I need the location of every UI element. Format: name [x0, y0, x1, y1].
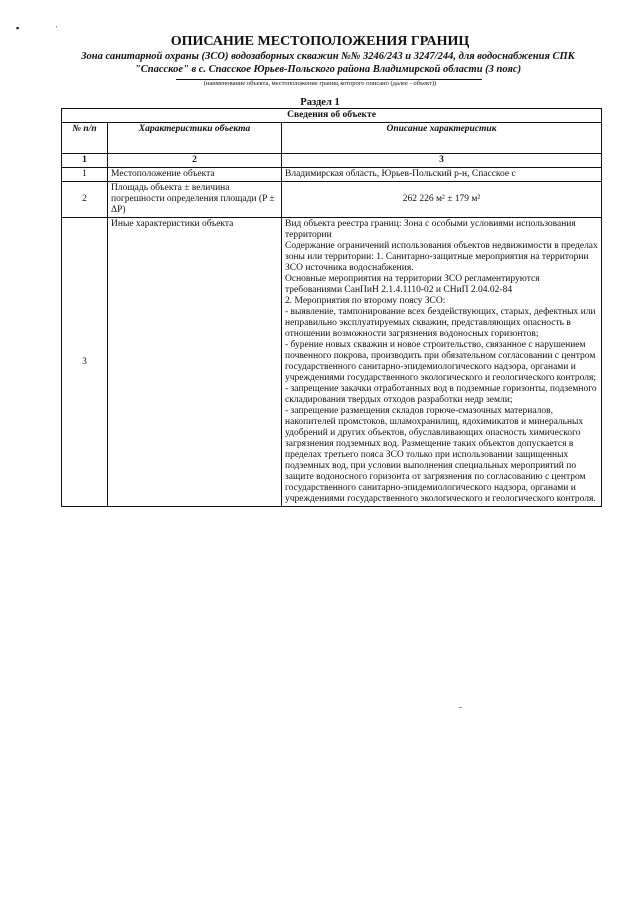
subtitle-line: "Спасское" в с. Спасское Юрьев-Польского района Владимирской области (3 пояс)	[134, 64, 522, 75]
row-characteristic: Местоположение объекта	[108, 168, 282, 182]
column-number: 3	[282, 154, 602, 168]
column-number: 1	[62, 154, 108, 168]
table-caption: Сведения об объекте	[62, 109, 602, 123]
row-number: 2	[62, 182, 108, 218]
description-paragraph: - бурение новых скважин и новое строительство, связанное с нарушением почвенного покрова, производить при обязательном согласовании с центром государственного санитарно-эпидемиологического надзора, органами и учреждениями государственного экологического и геологического контроля;	[285, 340, 596, 383]
description-paragraph: - запрещение закачки отработанных вод в подземные горизонты, подземного складирования твердых отходов разработки недр земли;	[285, 384, 597, 405]
document-subtitle	[78, 50, 578, 76]
row-characteristic: Иные характеристики объекта	[108, 218, 282, 507]
description-paragraph: 2. Мероприятия по второму поясу ЗСО:	[285, 296, 446, 306]
table-row	[62, 168, 602, 182]
scan-speck-line	[459, 707, 462, 708]
table-row	[62, 218, 602, 507]
scan-speck: '	[56, 25, 58, 33]
document-title: ОПИСАНИЕ МЕСТОПОЛОЖЕНИЯ ГРАНИЦ	[170, 34, 470, 49]
description-paragraph: - запрещение размещения складов горюче-смазочных материалов, накопителей промстоков, шламохранилищ, ядохимикатов и минеральных удобрений и других объектов, обуславливающих опасность химического загрязнения подземных вод. Размещение таких объектов допускается в пределах третьего пояса ЗСО только при использовании защищенных подземных вод, при условии выполнения специальных мероприятий по защите водоносного горизонта от загрязнения по согласованию с центром государственного санитарно-эпидемиологического надзора, органами и учреждениями государственного экологического и геологического контроля.	[285, 406, 596, 504]
description-paragraph: Вид объекта реестра границ: Зона с особыми условиями использования территории	[285, 219, 576, 240]
row-description: 262 226 м² ± 179 м²	[282, 182, 602, 218]
column-number: 2	[108, 154, 282, 168]
description-paragraph: Содержание ограничений использования объектов недвижимости в пределах зоны или территории: 1. Санитарно-защитные мероприятия на территории ЗСО источника водоснабжения.	[285, 241, 598, 273]
object-info-table	[61, 108, 602, 507]
section-label: Раздел 1	[300, 97, 340, 108]
table-row	[62, 182, 602, 218]
row-number: 1	[62, 168, 108, 182]
column-number-row	[62, 154, 602, 168]
row-description	[282, 218, 602, 507]
header-char: Характеристики объекта	[108, 123, 282, 154]
subtitle-line: Зона санитарной охраны (ЗСО) водозаборных скважин №№ 3246/243 и 3247/244, для водоснабжения СПК	[81, 51, 575, 62]
subtitle-note: (наименование объекта, местоположение границ которого описано (далее - объект))	[203, 80, 437, 87]
header-num: № п/п	[62, 123, 108, 154]
scan-speck: ▪	[16, 23, 20, 33]
row-characteristic: Площадь объекта ± величина погрешности определения площади (P ± ΔP)	[108, 182, 282, 218]
header-desc: Описание характеристик	[282, 123, 602, 154]
row-description: Владимирская область, Юрьев-Польский р-н, Спасское с	[282, 168, 602, 182]
description-paragraph: - выявление, тампонирование всех бездействующих, старых, дефектных или неправильно эксплуатируемых скважин, представляющих опасность в отношении возможности загрязнения водоносных горизонтов;	[285, 307, 596, 339]
description-paragraph: Основные мероприятия на территории ЗСО регламентируются требованиями СанПиН 2.1.4.1110-02 и СНиП 2.04.02-84	[285, 274, 540, 295]
row-number: 3	[62, 218, 108, 507]
table-header-row	[62, 123, 602, 154]
table-caption-row	[62, 109, 602, 123]
